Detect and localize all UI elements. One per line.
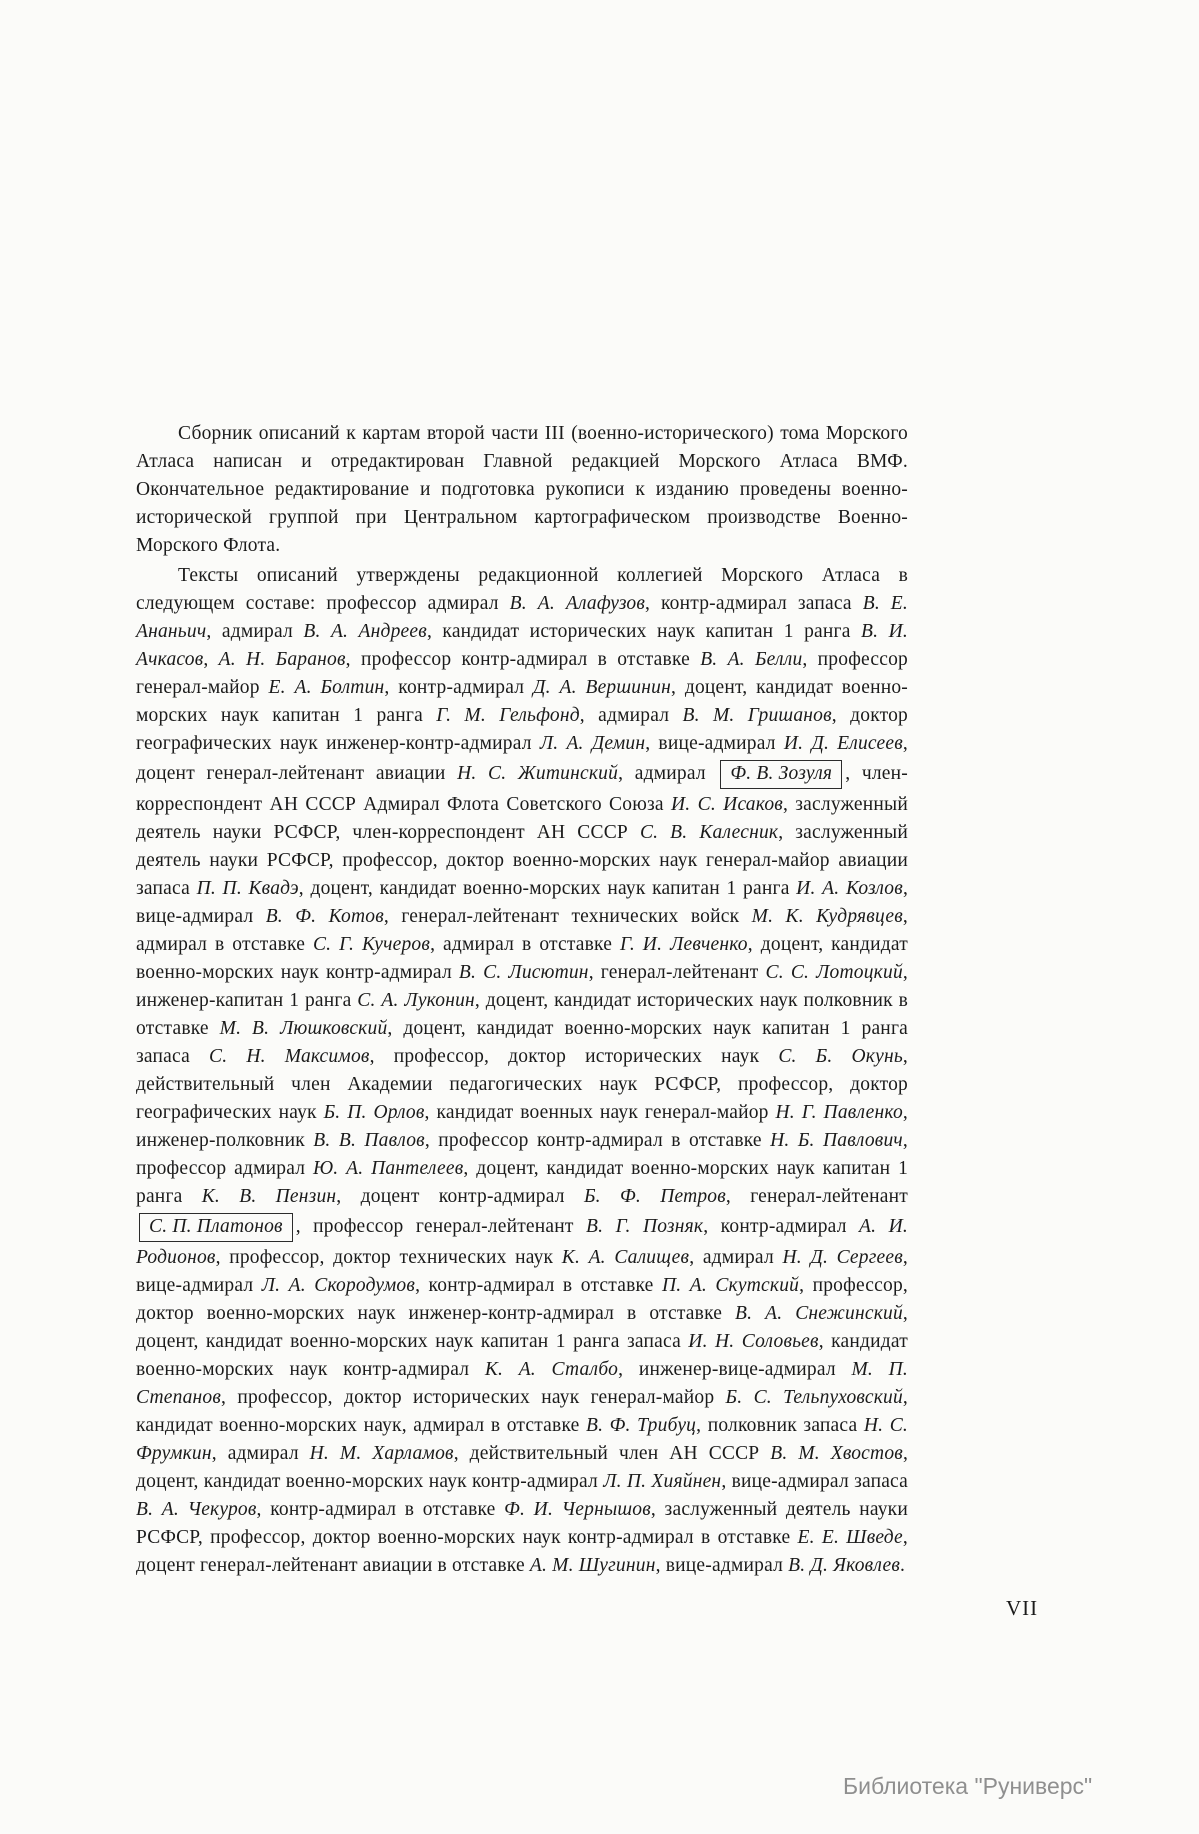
- text-segment: , доцент, кандидат военно-морских наук капитан 1 ранга запаса: [136, 1018, 908, 1067]
- person-name: С. Г. Кучеров: [312, 934, 431, 955]
- text-segment: , адмирал в отставке: [136, 906, 908, 955]
- text-segment: , заслуженный деятель науки РСФСР, профессор, доктор военно-морских наук контр-адмирал в отставке: [136, 1499, 908, 1548]
- person-name: М. В. Люшковский: [219, 1018, 388, 1039]
- text-segment: , вице-адмирал: [645, 733, 784, 754]
- text-segment: , профессор, доктор исторических наук: [369, 1046, 779, 1067]
- person-name: Г. М. Гельфонд: [436, 705, 580, 726]
- person-name: С. В. Калесник: [639, 822, 779, 843]
- text-segment: , профессор, доктор исторических наук генерал-майор: [221, 1387, 726, 1408]
- text-segment: , кандидат исторических наук капитан 1 ранга: [426, 621, 862, 642]
- person-name: С. С. Лотоцкий: [765, 962, 903, 983]
- text-segment: , генерал-лейтенант технических войск: [383, 906, 752, 927]
- text-segment: , инженер-капитан 1 ранга: [136, 962, 908, 1011]
- text-segment: , доцент генерал-лейтенант авиации в отставке: [136, 1527, 908, 1576]
- person-name: В. А. Андреев: [303, 621, 427, 642]
- person-name: Б. Ф. Петров: [583, 1186, 726, 1207]
- person-name: В. А. Алафузов: [509, 593, 645, 614]
- text-segment: , вице-адмирал: [136, 878, 909, 927]
- text-segment: , адмирал в отставке: [430, 934, 620, 955]
- person-name: Н. Б. Павлович: [770, 1130, 903, 1151]
- person-name: И. Н. Соловьев: [688, 1331, 819, 1352]
- text-segment: , кандидат военно-морских наук контр-адмирал: [136, 1331, 908, 1380]
- person-name: И. Д. Елисеев: [783, 733, 903, 754]
- text-segment: , заслуженный деятель науки РСФСР, член-корреспондент АН СССР: [136, 794, 908, 843]
- text-segment: , профессор генерал-майор: [136, 649, 908, 698]
- person-name: В. Д. Яковлев: [788, 1555, 901, 1576]
- person-name: В. Г. Позняк: [586, 1216, 704, 1237]
- text-segment: , контр-адмирал в отставке: [415, 1275, 662, 1296]
- page-text: [136, 420, 908, 1580]
- text-segment: Тексты описаний утверждены редакционной коллегией Морского Атласа в следующем составе: профессор адмирал: [136, 565, 908, 614]
- text-segment: , действительный член Академии педагогических наук РСФСР, профессор, доктор географических наук: [136, 1046, 908, 1123]
- person-name: В. В. Павлов: [313, 1130, 425, 1151]
- boxed-deceased-name: Ф. В. Зозуля: [720, 760, 842, 789]
- text-segment: , доцент, кандидат военно-морских наук контр-адмирал: [136, 1443, 909, 1492]
- text-segment: , доцент, кандидат военно-морских наук капитан 1 ранга: [136, 677, 908, 726]
- paragraph-intro: Сборник описаний к картам второй части III (военно-исторического) тома Морского Атласа написан и отредактирован Главной редакцией Морского Атласа ВМФ. Окончательное редактирование и подготовка рукописи к изданию проведены военно-исторической группой при Центральном картографическом производстве Военно-Морского Флота.: [136, 423, 908, 556]
- paragraph-editorial-board: [136, 562, 908, 1580]
- person-name: В. С. Лисютин: [458, 962, 589, 983]
- person-name: Н. Г. Павленко: [775, 1102, 903, 1123]
- person-name: М. П. Степанов: [136, 1359, 908, 1408]
- person-name: В. Ф. Трибуц: [585, 1415, 697, 1436]
- person-name: М. К. Кудрявцев: [751, 906, 903, 927]
- text-segment: , профессор контр-адмирал в отставке: [424, 1130, 771, 1151]
- text-segment: , инженер-полковник: [136, 1102, 908, 1151]
- person-name: Н. Д. Сергеев: [782, 1247, 903, 1268]
- person-name: Н. М. Харламов: [309, 1443, 454, 1464]
- text-segment: , контр-адмирал: [703, 1216, 860, 1237]
- person-name: В. А. Снежинский: [735, 1303, 903, 1324]
- person-name: В. Ф. Котов: [265, 906, 384, 927]
- person-name: Е. Е. Шведе: [797, 1527, 903, 1548]
- text-segment: , кандидат военно-морских наук, адмирал в отставке: [136, 1387, 908, 1436]
- text-segment: ,: [203, 649, 219, 670]
- text-segment: .: [900, 1555, 906, 1576]
- person-name: В. Е. Ананьич: [136, 593, 908, 642]
- text-segment: , профессор адмирал: [136, 1130, 908, 1179]
- text-segment: , генерал-лейтенант: [725, 1186, 908, 1207]
- text-segment: , профессор генерал-лейтенант: [295, 1216, 587, 1237]
- text-segment: , доцент контр-адмирал: [336, 1186, 584, 1207]
- person-name: Ю. А. Пантелеев: [312, 1158, 464, 1179]
- person-name: Б. П. Орлов: [323, 1102, 425, 1123]
- person-name: В. М. Хвостов: [770, 1443, 903, 1464]
- text-segment: , профессор, доктор военно-морских наук инженер-контр-адмирал в отставке: [136, 1275, 908, 1324]
- person-name: А. И. Родионов: [136, 1216, 908, 1268]
- text-segment: , заслуженный деятель науки РСФСР, профессор, доктор военно-морских наук генерал-майор авиации запаса: [136, 822, 908, 899]
- watermark: Библиотека "Руниверс": [843, 1773, 1093, 1799]
- person-name: Е. А. Болтин: [268, 677, 385, 698]
- text-segment: , вице-адмирал: [136, 1247, 908, 1296]
- text-segment: , вице-адмирал запаса: [721, 1471, 909, 1492]
- person-name: Д. А. Вершинин: [533, 677, 671, 698]
- text-segment: , контр-адмирал в отставке: [256, 1499, 505, 1520]
- person-name: С. Н. Максимов: [209, 1046, 370, 1067]
- page-number: VII: [1006, 1596, 1039, 1620]
- person-name: Л. А. Скородумов: [261, 1275, 416, 1296]
- text-segment: , доцент, кандидат военно-морских наук контр-адмирал: [136, 934, 908, 983]
- person-name: И. С. Исаков: [671, 794, 783, 815]
- person-name: П. А. Скутский: [661, 1275, 800, 1296]
- person-name: И. А. Козлов: [796, 878, 903, 899]
- person-name: В. А. Чекуров: [136, 1499, 257, 1520]
- text-segment: , профессор контр-адмирал в отставке: [345, 649, 701, 670]
- person-name: Б. С. Тельпуховский: [725, 1387, 903, 1408]
- text-segment: , член-корреспондент АН СССР Адмирал Флота Советского Союза: [136, 763, 908, 815]
- text-segment: , контр-адмирал запаса: [645, 593, 863, 614]
- person-name: Г. И. Левченко: [620, 934, 748, 955]
- person-name: К. В. Пензин: [201, 1186, 337, 1207]
- person-name: Н. С. Житинский: [457, 763, 619, 784]
- text-segment: , вице-адмирал: [655, 1555, 789, 1576]
- person-name: В. А. Белли: [700, 649, 803, 670]
- text-segment: , полковник запаса: [696, 1415, 864, 1436]
- text-segment: , кандидат военных наук генерал-майор: [424, 1102, 776, 1123]
- person-name: Ф. И. Чернышов: [504, 1499, 651, 1520]
- text-segment: , доцент, кандидат военно-морских наук капитан 1 ранга запаса: [136, 1303, 908, 1352]
- text-segment: , инженер-вице-адмирал: [618, 1359, 852, 1380]
- text-segment: , адмирал: [579, 705, 683, 726]
- text-segment: , доцент, кандидат исторических наук полковник в отставке: [136, 990, 909, 1039]
- person-name: А. Н. Баранов: [218, 649, 346, 670]
- person-name: Л. А. Демин: [539, 733, 646, 754]
- text-segment: , доцент, кандидат военно-морских наук капитан 1 ранга: [298, 878, 797, 899]
- text-segment: , доцент генерал-лейтенант авиации: [136, 733, 908, 784]
- person-name: С. А. Луконин: [357, 990, 475, 1011]
- text-segment: , действительный член АН СССР: [453, 1443, 771, 1464]
- text-segment: , профессор, доктор технических наук: [215, 1247, 562, 1268]
- person-name: Н. С. Фрумкин: [136, 1415, 908, 1464]
- text-segment: , адмирал: [689, 1247, 783, 1268]
- person-name: С. Б. Окунь: [778, 1046, 903, 1067]
- text-segment: , адмирал: [206, 621, 304, 642]
- text-segment: , доктор географических наук инженер-контр-адмирал: [136, 705, 908, 754]
- person-name: К. А. Сталбо: [484, 1359, 619, 1380]
- text-segment: , контр-адмирал: [384, 677, 534, 698]
- person-name: П. П. Квадэ: [196, 878, 299, 899]
- text-segment: , адмирал: [211, 1443, 310, 1464]
- text-segment: , доцент, кандидат военно-морских наук капитан 1 ранга: [136, 1158, 909, 1207]
- boxed-deceased-name: С. П. Платонов: [139, 1213, 293, 1242]
- person-name: В. М. Гришанов: [682, 705, 832, 726]
- text-segment: , генерал-лейтенант: [588, 962, 766, 983]
- person-name: Л. П. Хияйнен: [603, 1471, 722, 1492]
- person-name: В. И. Ачкасов: [136, 621, 908, 670]
- person-name: К. А. Салищев: [561, 1247, 690, 1268]
- person-name: А. М. Шугинин: [529, 1555, 656, 1576]
- text-segment: , адмирал: [618, 763, 718, 784]
